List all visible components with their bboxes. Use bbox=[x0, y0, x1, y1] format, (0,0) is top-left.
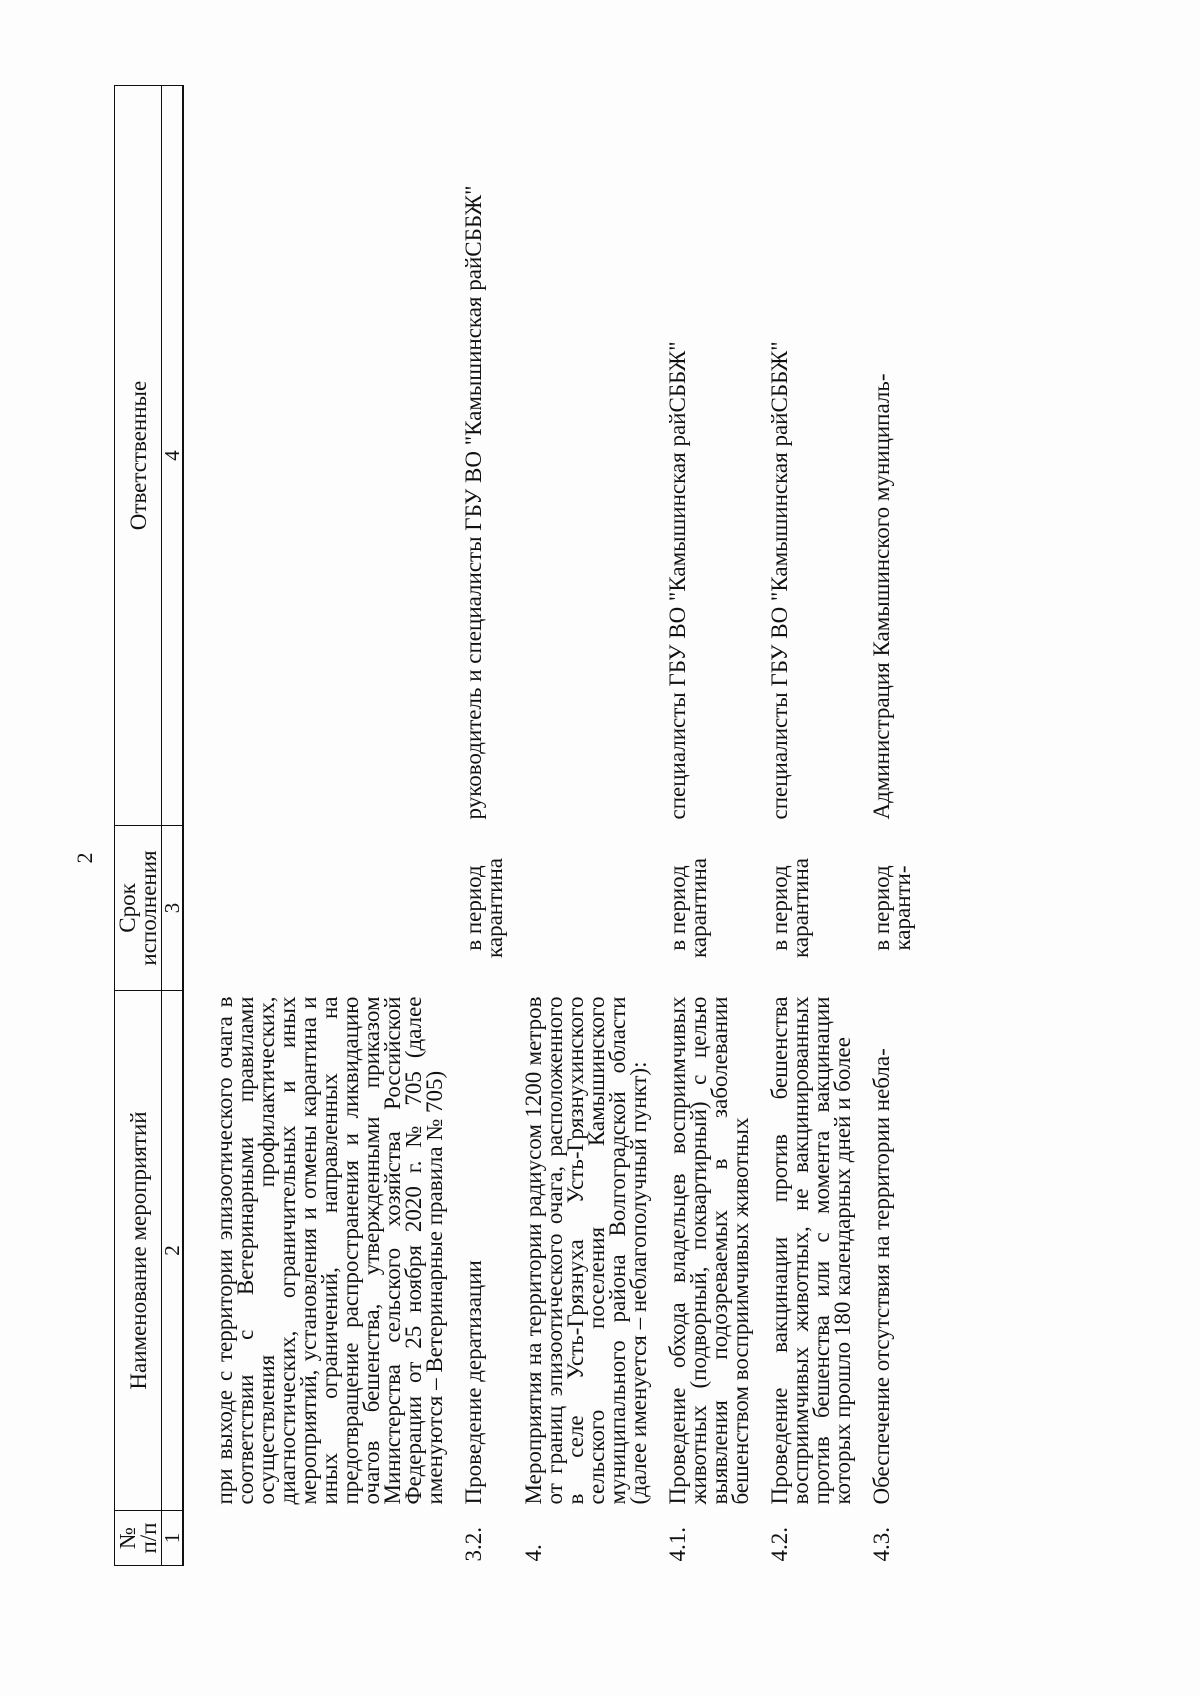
measure-term: в период карантина bbox=[665, 858, 711, 958]
column-number: 3 bbox=[162, 826, 184, 991]
row-number bbox=[183, 1511, 445, 1566]
header-responsible: Ответственные bbox=[115, 86, 162, 826]
measure-responsible: руководитель и специалисты ГБУ ВО "Камышинская райСББЖ" bbox=[461, 185, 486, 820]
measure-responsible: Администрация Камышинского муниципаль- bbox=[869, 373, 894, 820]
row-number: 4.2. bbox=[767, 1527, 792, 1562]
measure-responsible bbox=[505, 86, 649, 826]
measure-name: Обеспечение отсутствия на территории небла- bbox=[869, 1048, 894, 1505]
measure-name: Мероприятия на территории радиусом 1200 метров от границ эпизоотического очага, расположенного в селе Усть-Грязнуха Усть-Грязнухинского сельского поселения Камышинского муниципального района Волгоградской области (далее именуется – неблагополучный пункт): bbox=[521, 996, 651, 1505]
table-row bbox=[751, 86, 853, 1566]
table-row bbox=[853, 86, 913, 1566]
measure-term bbox=[505, 826, 649, 991]
measures-table bbox=[114, 85, 913, 1566]
measure-responsible: специалисты ГБУ ВО "Камышинская райСББЖ" bbox=[665, 341, 690, 820]
table-row bbox=[445, 86, 505, 1566]
measure-name: Проведение вакцинации против бешенства восприимчивых животных, не вакцинированных против бешенства или с момента вакцинации которых прошло 180 календарных дней и более bbox=[767, 996, 855, 1505]
header-num: № п/п bbox=[115, 1511, 162, 1566]
table-row bbox=[649, 86, 751, 1566]
row-number: 4.1. bbox=[665, 1527, 690, 1562]
measure-term bbox=[183, 826, 445, 991]
row-number: 3.2. bbox=[461, 1527, 486, 1562]
table-header-row bbox=[115, 86, 162, 1566]
measure-term: в период карантина bbox=[461, 858, 507, 958]
measure-term: в период карантина bbox=[767, 858, 813, 958]
header-name: Наименование мероприятий bbox=[115, 991, 162, 1511]
column-number: 4 bbox=[162, 86, 184, 826]
header-term: Срок исполнения bbox=[115, 826, 162, 991]
column-number: 1 bbox=[162, 1511, 184, 1566]
column-number-row bbox=[162, 86, 184, 1566]
row-number: 4.3. bbox=[869, 1527, 894, 1562]
row-number: 4. bbox=[521, 1544, 546, 1562]
column-number: 2 bbox=[162, 991, 184, 1511]
measure-responsible bbox=[183, 86, 445, 826]
measure-term: в период каранти- bbox=[869, 865, 915, 951]
table-row bbox=[183, 86, 445, 1566]
measure-name: Проведение обхода владельцев восприимчивых животных (подворный, поквартирный) с целью выявления подозреваемых в заболевании бешенством восприимчивых животных bbox=[665, 996, 753, 1505]
measure-name: при выходе с территории эпизоотического очага в соответствии с Ветеринарными правилами осуществления профилактических, диагностических, ограничительных и иных мероприятий, установления и отмены карантина и иных ограничений, направленных на предотвращение распространения и ликвидацию очагов бешенства, утвержденными приказом Министерства сельского хозяйства Российской Федерации от 25 ноября 2020 г. № 705 (далее именуются – Ветеринарные правила № 705) bbox=[212, 996, 447, 1505]
table-row bbox=[505, 86, 649, 1566]
measure-responsible: специалисты ГБУ ВО "Камышинская райСББЖ" bbox=[767, 341, 792, 820]
measure-name: Проведение дератизации bbox=[461, 1260, 486, 1505]
page-number: 2 bbox=[72, 852, 97, 864]
